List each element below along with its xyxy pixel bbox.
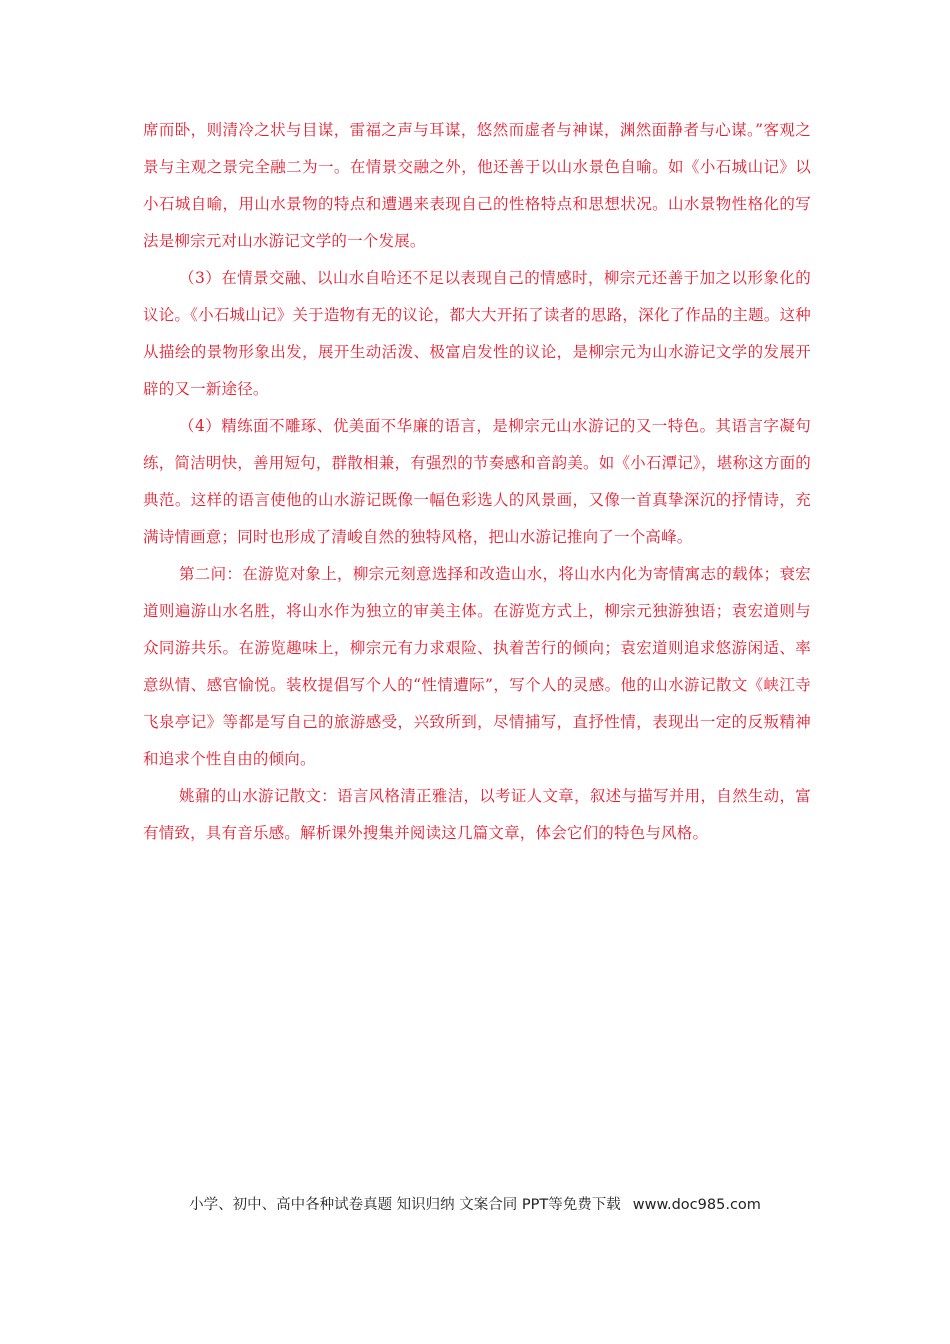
- footer-url: www.doc985.com: [632, 1197, 761, 1213]
- paragraph-yao-nai: 姚鼐的山水游记散文：语言风格清正雅洁，以考证人文章，叙述与描写并用，自然生动，富有情致，具有音乐感。解析课外搜集并阅读这几篇文章，体会它们的特色与风格。: [143, 787, 811, 842]
- page-footer: [0, 1193, 950, 1217]
- footer-text: 小学、初中、高中各种试卷真题 知识归纳 文案合同 PPT等免费下载: [189, 1197, 621, 1213]
- paragraph-continuation: 席而卧，则清冷之状与目谋，雷福之声与耳谋，悠然而虚者与神谋，渊然面静者与心谋。”客观之景与主观之景完全融二为一。在情景交融之外，他还善于以山水景色自喻。如《小石城山记》以小石城自喻，用山水景物的特点和遭遇来表现自己的性格特点和思想状况。山水景物性格化的写法是柳宗元对山水游记文学的一个发展。: [143, 121, 811, 250]
- paragraph-point-4: （4）精练面不雕琢、优美面不华廉的语言，是柳宗元山水游记的又一特色。其语言字凝句练，简洁明快，善用短句，群散相兼，有强烈的节奏感和音韵美。如《小石潭记》，堪称这方面的典范。这样的语言使他的山水游记既像一幅色彩选人的风景画，又像一首真挚深沉的抒情诗，充满诗情画意；同时也形成了清峻自然的独特风格，把山水游记推向了一个高峰。: [143, 417, 811, 546]
- document-body: [143, 112, 811, 852]
- paragraph-point-3: （3）在情景交融、以山水自哈还不足以表现自己的情感时，柳宗元还善于加之以形象化的议论。《小石城山记》关于造物有无的议论，都大大开拓了读者的思路，深化了作品的主题。这种从描绘的景物形象出发，展开生动活泼、极富启发性的议论，是柳宗元为山水游记文学的发展开辟的又一新途径。: [143, 269, 811, 398]
- paragraph-second-question: 第二问：在游览对象上，柳宗元刻意选择和改造山水，将山水内化为寄情寓志的载体；衰宏道则遍游山水名胜，将山水作为独立的审美主体。在游览方式上，柳宗元独游独语；袁宏道则与众同游共乐。在游览趣味上，柳宗元有力求艰险、执着苦行的倾向；袁宏道则追求悠游闲适、率意纵情、感官愉悦。装枚提倡写个人的“性情遭际”，写个人的灵感。他的山水游记散文《峡江寺飞泉亭记》等都是写自己的旅游感受，兴致所到，尽情捕写，直抒性情，表现出一定的反叛精神和追求个性自由的倾向。: [143, 565, 811, 768]
